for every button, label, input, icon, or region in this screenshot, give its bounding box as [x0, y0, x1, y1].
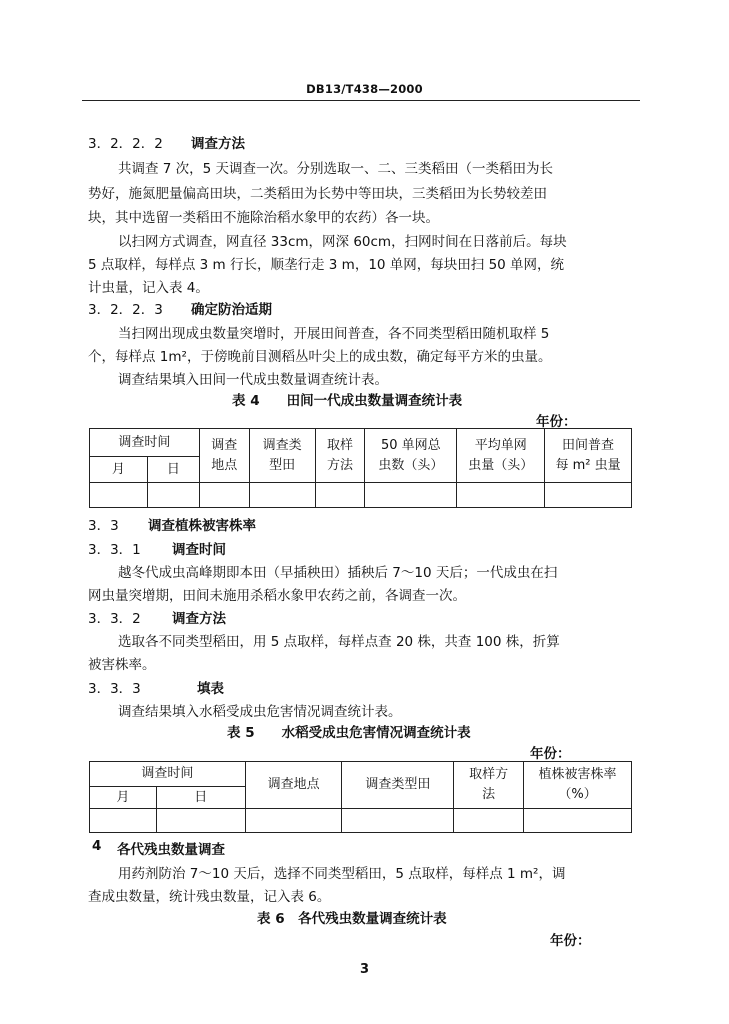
paragraph-line: 越冬代成虫高峰期即本田（早插秧田）插秧后 7～10 天后；一代成虫在扫 — [118, 565, 558, 581]
table-5-caption: 表 5 水稻受成虫危害情况调查统计表 — [227, 725, 471, 741]
table-6-year-label: 年份： — [550, 933, 591, 949]
paragraph-line: 当扫网出现成虫数量突增时，开展田间普查，各不同类型稻田随机取样 5 — [118, 326, 550, 342]
section-3-2-2-3-number: 3．2．2．3 — [88, 302, 163, 318]
section-3-3-number: 3．3 — [88, 518, 119, 534]
section-3-3-1-number: 3．3．1 — [88, 542, 141, 558]
table-4-header-time: 调查时间 — [90, 429, 200, 457]
section-3-2-2-2-title: 调查方法 — [191, 136, 245, 152]
table-4-year-label: 年份： — [536, 414, 577, 430]
table-5-header-month: 月 — [90, 787, 157, 809]
table-5-header-time: 调查时间 — [90, 762, 246, 787]
table-4-header-method: 取样 方法 — [315, 429, 365, 483]
paragraph-line: 调查结果填入田间一代成虫数量调查统计表。 — [118, 372, 388, 388]
table-4-caption: 表 4 田间一代成虫数量调查统计表 — [232, 393, 463, 409]
table-5-year-label: 年份： — [530, 746, 571, 762]
table-row — [90, 809, 632, 833]
table-5-header-day: 日 — [156, 787, 245, 809]
paragraph-line: 5 点取样，每样点 3 m 行长，顺垄行走 3 m，10 单网，每块田扫 50 单网，统 — [88, 257, 565, 273]
section-3-3-3-number: 3．3．3 — [88, 681, 141, 697]
paragraph-line: 块，其中选留一类稻田不施除治稻水象甲的农药）各一块。 — [88, 210, 439, 226]
section-3-3-3-title: 填表 — [197, 681, 224, 697]
section-4-number: 4 — [92, 838, 102, 854]
paragraph-line: 查成虫数量，统计残虫数量，记入表 6。 — [88, 889, 331, 905]
page-number: 3 — [359, 962, 370, 977]
paragraph-line: 选取各不同类型稻田，用 5 点取样，每样点查 20 株，共查 100 株，折算 — [118, 634, 560, 650]
section-3-3-2-title: 调查方法 — [172, 611, 226, 627]
table-4-header-type: 调查类 型田 — [249, 429, 315, 483]
table-5 — [89, 761, 632, 833]
table-6-caption: 表 6 各代残虫数量调查统计表 — [257, 911, 447, 927]
table-4-header-average: 平均单网 虫量（头） — [457, 429, 545, 483]
paragraph-line: 共调查 7 次，5 天调查一次。分别选取一、二、三类稻田（一类稻田为长 — [118, 161, 554, 177]
paragraph-line: 用药剂防治 7～10 天后，选择不同类型稻田，5 点取样，每样点 1 m²，调 — [118, 866, 566, 882]
table-4-header-day: 日 — [147, 457, 199, 483]
table-5-header-place: 调查地点 — [245, 762, 342, 809]
paragraph-line: 个，每样点 1m²，于傍晚前目测稻丛叶尖上的成虫数，确定每平方米的虫量。 — [88, 349, 552, 365]
table-5-header-type: 调查类型田 — [342, 762, 454, 809]
table-4-header-census: 田间普查 每 m² 虫量 — [545, 429, 632, 483]
header-rule — [82, 100, 640, 101]
table-4-header-total: 50 单网总 虫数（头） — [365, 429, 457, 483]
table-5-header-rate: 植株被害株率 （%） — [524, 762, 632, 809]
table-4 — [89, 428, 632, 508]
paragraph-line: 网虫量突增期，田间未施用杀稻水象甲农药之前，各调查一次。 — [88, 588, 466, 604]
paragraph-line: 以扫网方式调查，网直径 33cm，网深 60cm，扫网时间在日落前后。每块 — [118, 234, 567, 250]
table-5-header-method: 取样方 法 — [454, 762, 524, 809]
section-3-3-title: 调查植株被害株率 — [148, 518, 256, 534]
table-4-header-month: 月 — [90, 457, 148, 483]
table-row — [90, 483, 632, 508]
document-header: DB13/T438—2000 — [306, 82, 423, 96]
section-3-2-2-2-number: 3．2．2．2 — [88, 136, 163, 152]
paragraph-line: 势好，施氮肥量偏高田块，二类稻田为长势中等田块，三类稻田为长势较差田 — [88, 186, 547, 202]
section-3-2-2-3-title: 确定防治适期 — [191, 302, 272, 318]
section-3-3-1-title: 调查时间 — [172, 542, 226, 558]
section-3-3-2-number: 3．3．2 — [88, 611, 141, 627]
paragraph-line: 被害株率。 — [88, 657, 156, 673]
paragraph-line: 调查结果填入水稻受成虫危害情况调查统计表。 — [118, 704, 402, 720]
table-4-header-place: 调查 地点 — [199, 429, 249, 483]
paragraph-line: 计虫量，记入表 4。 — [88, 280, 209, 296]
section-4-title: 各代残虫数量调查 — [117, 842, 225, 858]
